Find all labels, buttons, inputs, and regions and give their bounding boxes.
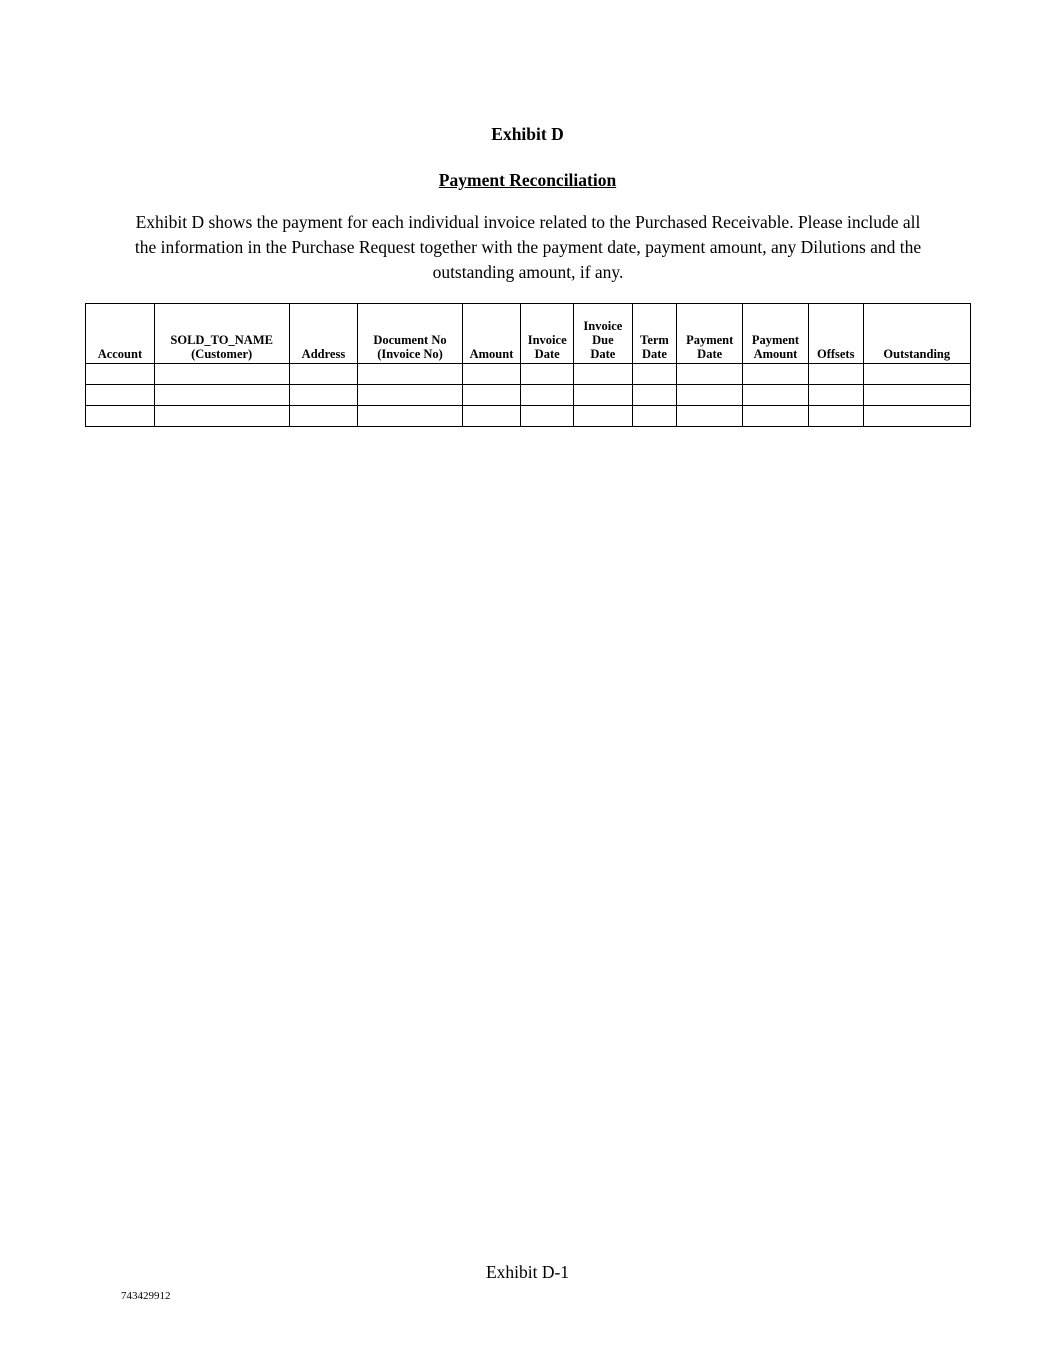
column-header-term-date-line2: Date: [641, 347, 667, 361]
column-header-payment-date-line1: Payment: [686, 333, 734, 347]
table-cell[interactable]: [86, 364, 155, 385]
column-header-payment-amount: [743, 304, 809, 364]
table-cell[interactable]: [521, 406, 574, 427]
table-cell[interactable]: [86, 385, 155, 406]
column-header-document-no-line2: (Invoice No): [377, 347, 443, 361]
table-cell[interactable]: [808, 406, 863, 427]
table-cell[interactable]: [677, 364, 743, 385]
table-header-row: [86, 304, 971, 364]
table-cell[interactable]: [358, 364, 462, 385]
page-title: Exhibit D: [491, 124, 564, 144]
column-header-invoice-date-line1: Invoice: [527, 333, 567, 347]
table-cell[interactable]: [808, 364, 863, 385]
table-cell[interactable]: [863, 406, 970, 427]
table-cell[interactable]: [154, 406, 289, 427]
table-cell[interactable]: [358, 385, 462, 406]
column-header-sold-to-name-line2: (Customer): [191, 347, 253, 361]
table-cell[interactable]: [462, 385, 521, 406]
table-cell[interactable]: [632, 406, 677, 427]
column-header-sold-to-name-line1: SOLD_TO_NAME: [170, 333, 273, 347]
table-cell[interactable]: [574, 385, 633, 406]
table-cell[interactable]: [154, 385, 289, 406]
column-header-address: [289, 304, 358, 364]
table-cell[interactable]: [289, 385, 358, 406]
page-subtitle: Payment Reconciliation: [438, 170, 617, 190]
table-cell[interactable]: [462, 406, 521, 427]
column-header-invoice-date-line2: Date: [534, 347, 560, 361]
table-cell[interactable]: [677, 406, 743, 427]
table-row: [86, 406, 971, 427]
intro-line-2: Please include all the information in the Purchase Request together with the payment date,: [134, 212, 921, 257]
column-header-outstanding: [863, 304, 970, 364]
table-cell[interactable]: [574, 406, 633, 427]
table-cell[interactable]: [808, 385, 863, 406]
table-cell[interactable]: [289, 364, 358, 385]
table-cell[interactable]: [863, 364, 970, 385]
column-header-address-line2: Address: [301, 347, 346, 361]
column-header-invoice-due-date-line1b: Due: [592, 333, 614, 347]
table-cell[interactable]: [743, 406, 809, 427]
column-header-payment-amount-line2: Amount: [753, 347, 798, 361]
column-header-invoice-due-date: [574, 304, 633, 364]
table-cell[interactable]: [462, 364, 521, 385]
table-cell[interactable]: [632, 385, 677, 406]
column-header-outstanding-line2: Outstanding: [883, 347, 951, 361]
column-header-offsets: [808, 304, 863, 364]
payment-reconciliation-table: [85, 303, 971, 427]
table-cell[interactable]: [677, 385, 743, 406]
table-cell[interactable]: [154, 364, 289, 385]
table-row: [86, 385, 971, 406]
column-header-payment-date-line2: Date: [697, 347, 723, 361]
column-header-payment-date: [677, 304, 743, 364]
table-cell[interactable]: [863, 385, 970, 406]
intro-paragraph: [128, 210, 928, 285]
column-header-sold-to-name: [154, 304, 289, 364]
column-header-offsets-line2: Offsets: [816, 347, 855, 361]
table-cell[interactable]: [289, 406, 358, 427]
column-header-payment-amount-line1: Payment: [751, 333, 800, 347]
column-header-account: [86, 304, 155, 364]
table-cell[interactable]: [521, 385, 574, 406]
intro-line-3: payment amount, any Dilutions and the outstanding amount, if any.: [432, 237, 922, 282]
column-header-account-line2: Account: [97, 347, 143, 361]
table-cell[interactable]: [743, 385, 809, 406]
table-cell[interactable]: [86, 406, 155, 427]
column-header-invoice-due-date-line1: Invoice: [583, 319, 623, 333]
table-cell[interactable]: [358, 406, 462, 427]
column-header-term-date: [632, 304, 677, 364]
footer-page-label: Exhibit D-1: [485, 1262, 570, 1282]
table-cell[interactable]: [521, 364, 574, 385]
table-row: [86, 364, 971, 385]
column-header-term-date-line1: Term: [640, 333, 669, 347]
column-header-document-no: [358, 304, 462, 364]
column-header-invoice-date: [521, 304, 574, 364]
table-cell[interactable]: [743, 364, 809, 385]
footer-document-id: 743429912: [121, 1290, 171, 1302]
intro-line-1: Exhibit D shows the payment for each individual invoice related to the Purchased Receivable.: [135, 212, 794, 232]
table-cell[interactable]: [574, 364, 633, 385]
table-cell[interactable]: [632, 364, 677, 385]
column-header-invoice-due-date-line2: Date: [590, 347, 616, 361]
column-header-amount-line2: Amount: [469, 347, 514, 361]
column-header-amount: [462, 304, 521, 364]
column-header-document-no-line1: Document No: [373, 333, 447, 347]
